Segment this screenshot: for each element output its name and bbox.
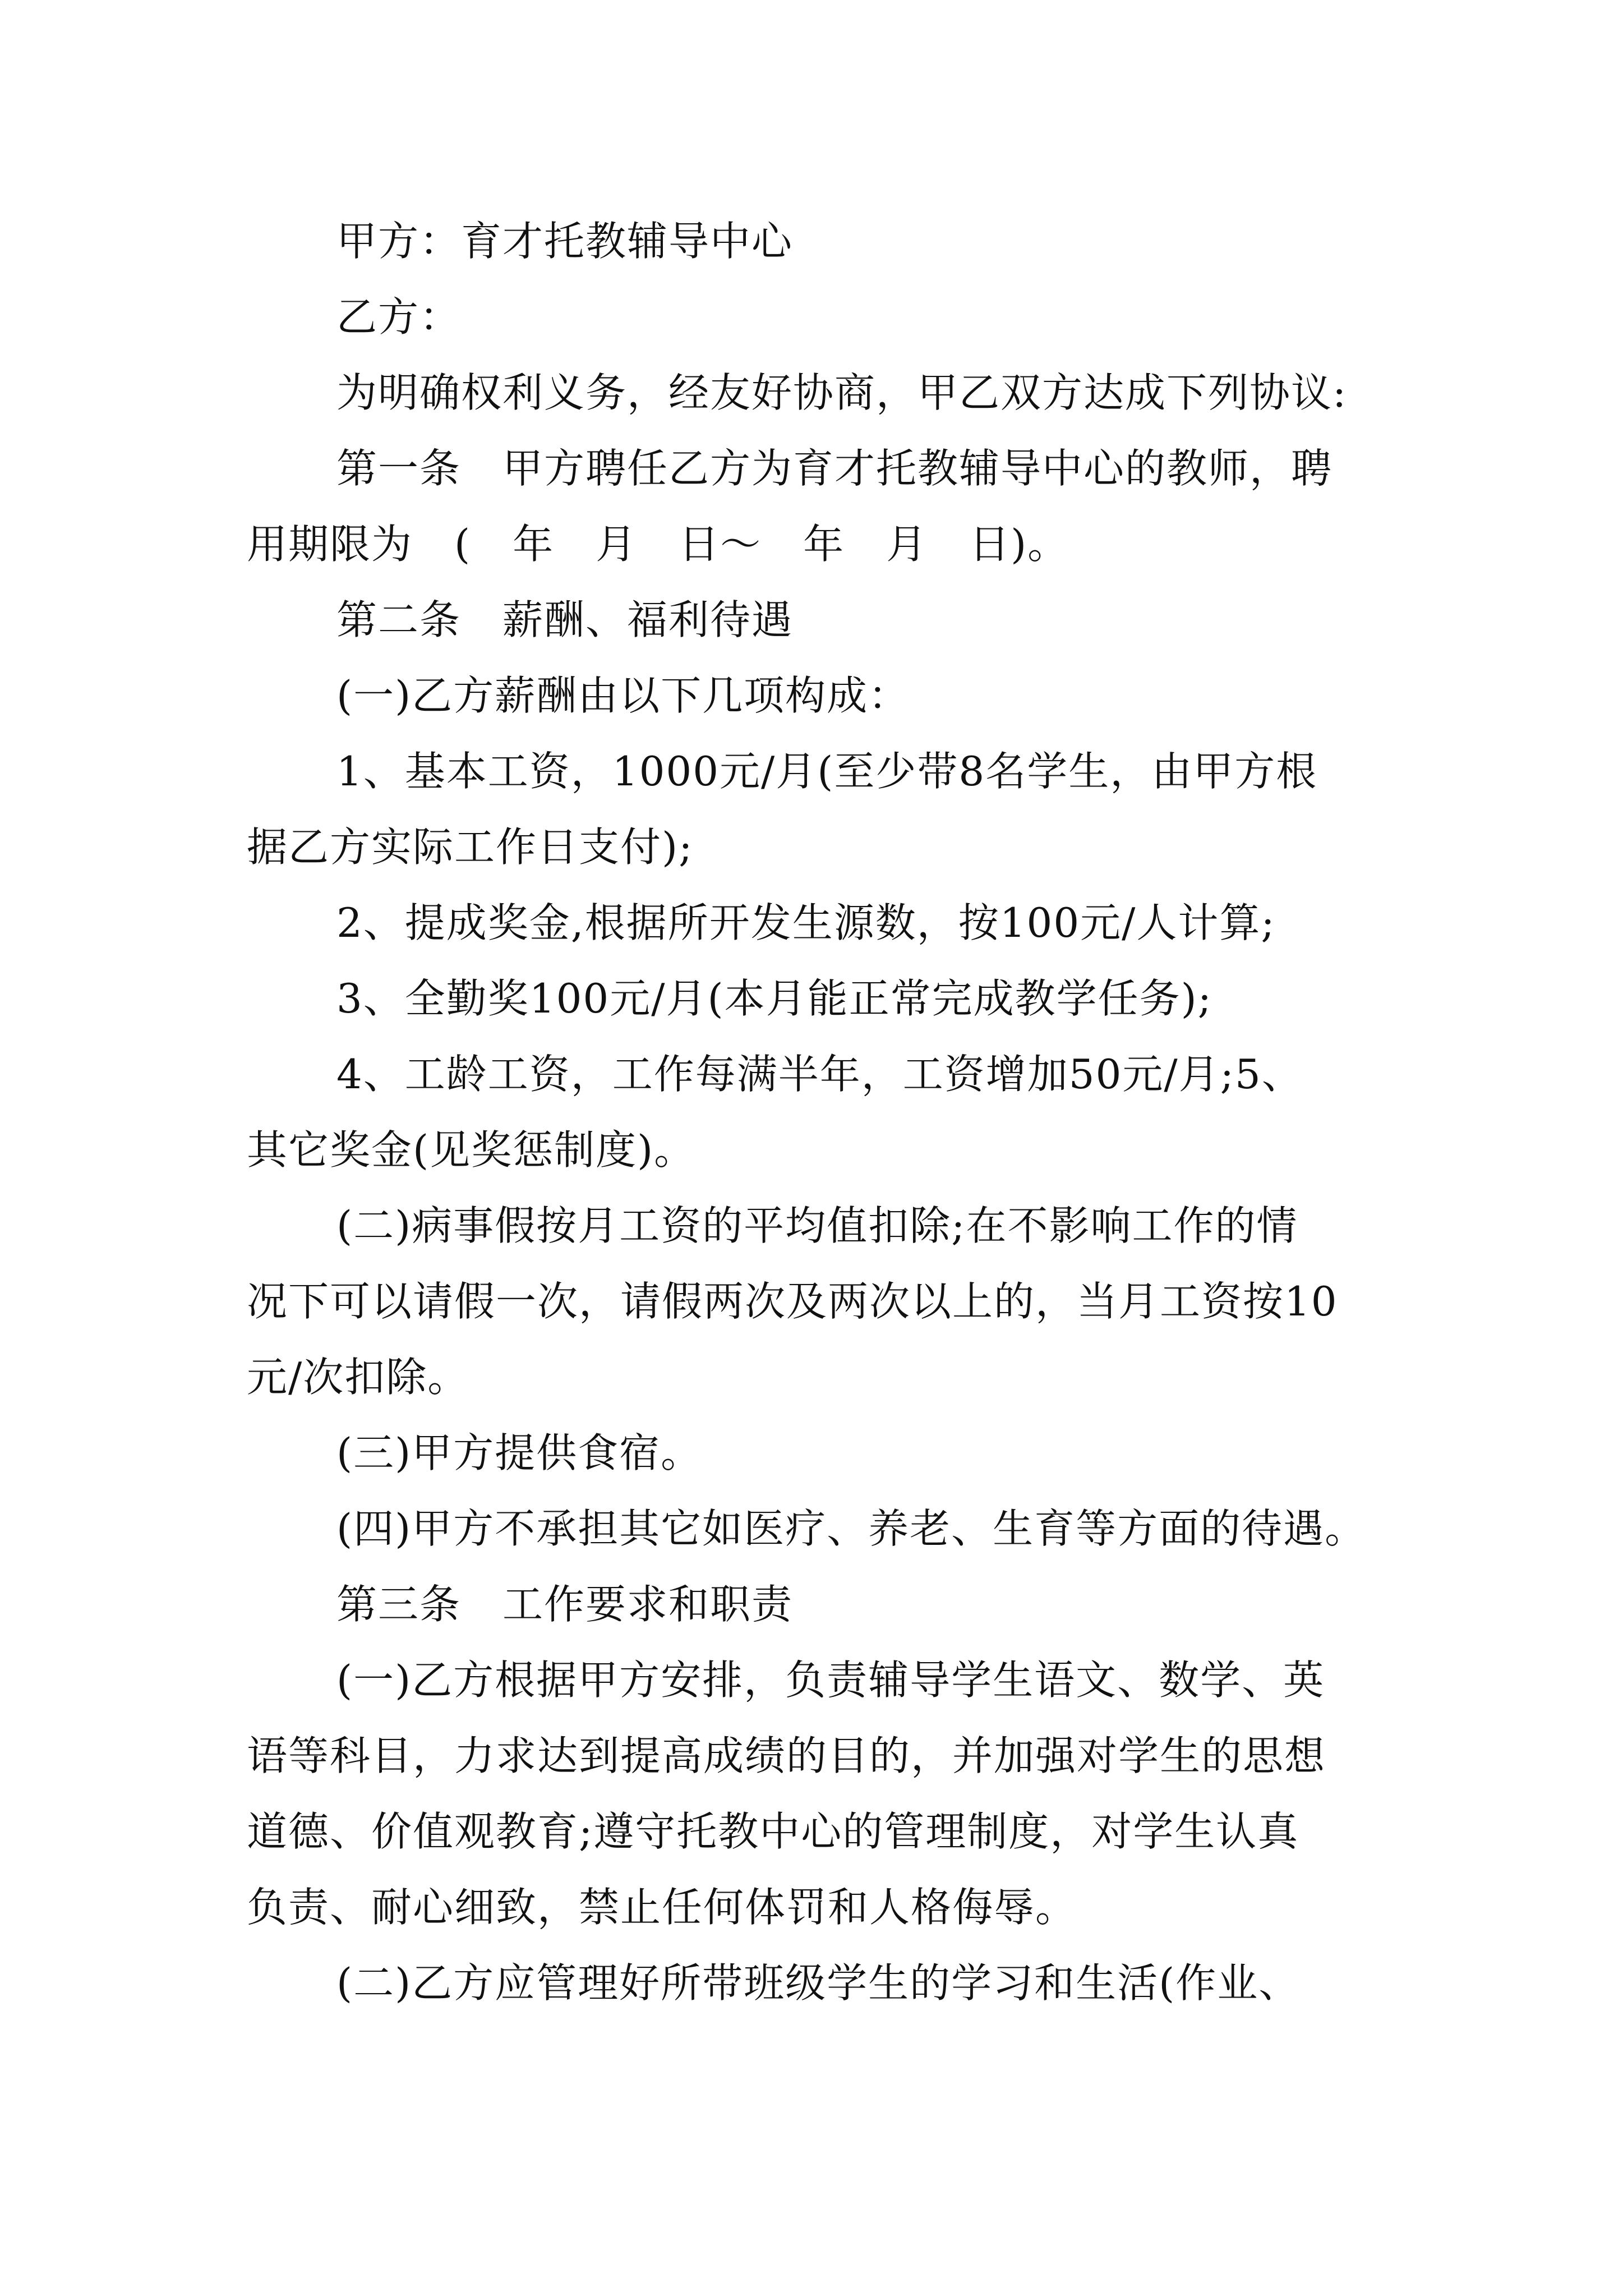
- article-3-clause-1-line-3: 道德、价值观教育;遵守托教中心的管理制度，对学生认真: [247, 1808, 1299, 1855]
- salary-item-2: 2、提成奖金,根据所开发生源数，按100元/人计算;: [336, 899, 1276, 946]
- party-a-line: 甲方：育才托教辅导中心: [336, 218, 794, 265]
- party-b-line: 乙方：: [336, 293, 462, 341]
- article-1-line-1: 第一条 甲方聘任乙方为育才托教辅导中心的教师，聘: [336, 445, 1333, 492]
- salary-item-1-line-2: 据乙方实际工作日支付);: [247, 823, 694, 871]
- article-3-clause-2-line-1: (二)乙方应管理好所带班级学生的学习和生活(作业、: [336, 1959, 1301, 2007]
- salary-item-4-line-2: 其它奖金(见奖惩制度)。: [247, 1126, 696, 1174]
- salary-item-3: 3、全勤奖100元/月(本月能正常完成教学任务);: [336, 975, 1212, 1022]
- article-2-clause-2-line-1: (二)病事假按月工资的平均值扣除;在不影响工作的情: [336, 1202, 1298, 1249]
- article-3-heading: 第三条 工作要求和职责: [336, 1581, 794, 1628]
- article-1-line-2: 用期限为 ( 年 月 日～ 年 月 日)。: [247, 521, 1069, 568]
- preamble-line: 为明确权利义务，经友好协商，甲乙双方达成下列协议:: [336, 369, 1348, 416]
- salary-item-4-line-1: 4、工龄工资，工作每满半年，工资增加50元/月;5、: [336, 1051, 1303, 1098]
- article-3-clause-1-line-2: 语等科目，力求达到提高成绩的目的，并加强对学生的思想: [247, 1732, 1326, 1779]
- article-2-clause-2-line-3: 元/次扣除。: [247, 1354, 469, 1401]
- article-2-clause-1: (一)乙方薪酬由以下几项构成：: [336, 672, 910, 719]
- article-3-clause-1-line-4: 负责、耐心细致，禁止任何体罚和人格侮辱。: [247, 1884, 1077, 1931]
- article-2-clause-3: (三)甲方提供食宿。: [336, 1429, 703, 1476]
- article-3-clause-1-line-1: (一)乙方根据甲方安排，负责辅导学生语文、数学、英: [336, 1657, 1325, 1704]
- salary-item-1-line-1: 1、基本工资，1000元/月(至少带8名学生，由甲方根: [336, 748, 1318, 795]
- article-2-clause-2-line-2: 况下可以请假一次，请假两次及两次以上的，当月工资按10: [247, 1278, 1338, 1325]
- article-2-clause-4: (四)甲方不承担其它如医疗、养老、生育等方面的待遇。: [336, 1505, 1367, 1552]
- article-2-heading: 第二条 薪酬、福利待遇: [336, 596, 794, 643]
